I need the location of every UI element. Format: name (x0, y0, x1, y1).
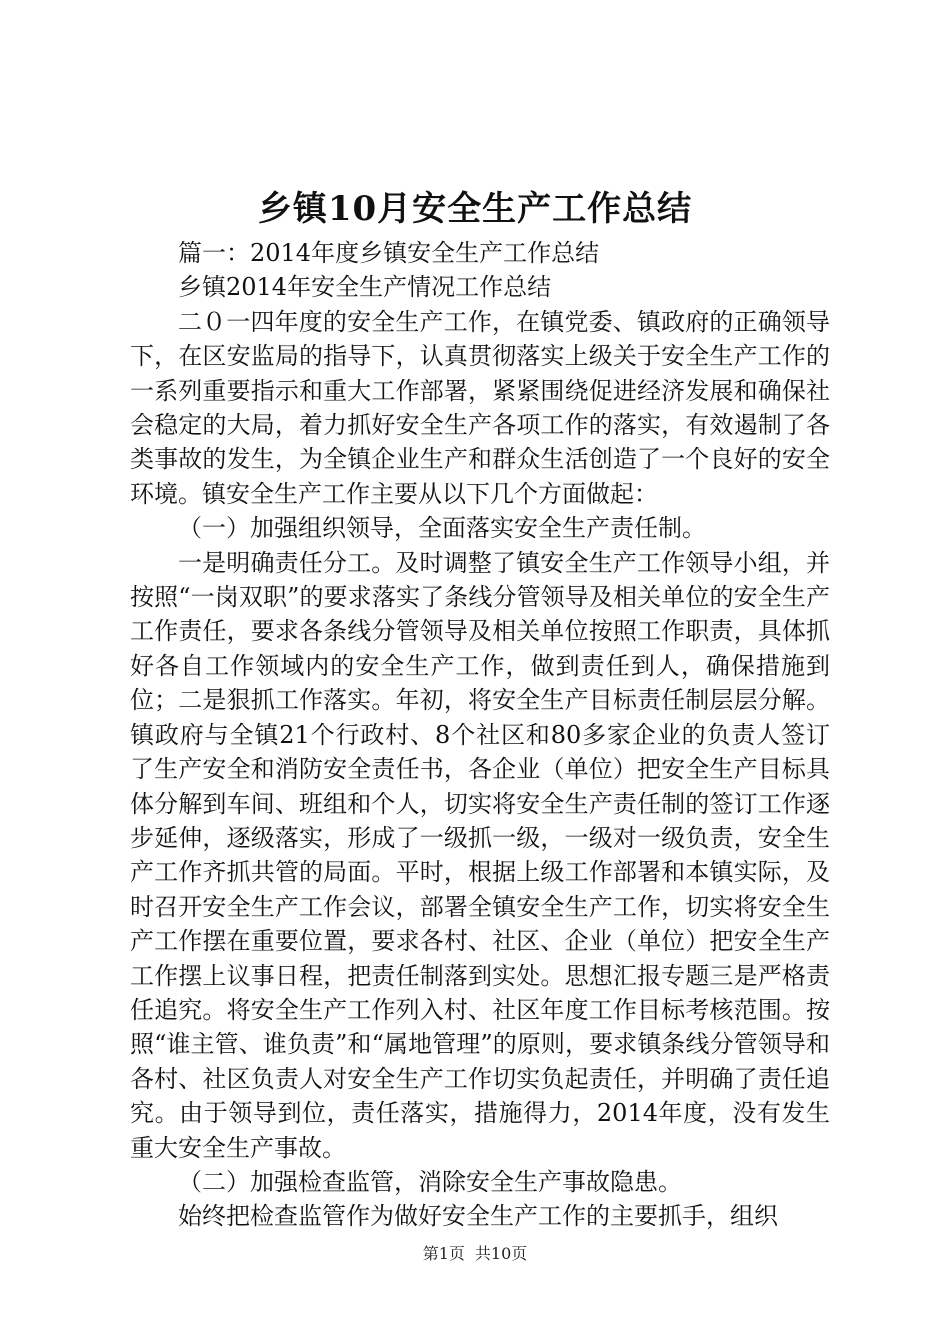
section-heading-part-one: 篇一：2014年度乡镇安全生产工作总结 (178, 239, 600, 267)
subheading-organization: （一）加强组织领导，全面落实安全生产责任制。 (178, 514, 706, 543)
intro-paragraph: 二０一四年度的安全生产工作，在镇党委、镇政府的正确领导下，在区安监局的指导下，认真贯彻落实上级关于安全生产工作的一系列重要指示和重大工作部署，紧紧围绕促进经济发展和确保社会稳定的大局，着力抓好安全生产各项工作的落实，有效遏制了各类事故的发生，为全镇企业生产和群众生活创造了一个良好的安全环境。镇安全生产工作主要从以下几个方面做起： (130, 307, 830, 508)
document-title: 乡镇10月安全生产工作总结 (257, 189, 693, 229)
page-footer (0, 1242, 950, 1266)
document-body (130, 236, 830, 1234)
report-subtitle: 乡镇2014年安全生产情况工作总结 (178, 273, 552, 302)
page-number: 第1页 (422, 1244, 465, 1263)
inspection-paragraph: 始终把检查监管作为做好安全生产工作的主要抓手，组织 (178, 1202, 778, 1231)
subheading-inspection: （二）加强检查监管，消除安全生产事故隐患。 (178, 1167, 682, 1196)
page-total: 共10页 (474, 1244, 528, 1263)
responsibility-paragraph: 一是明确责任分工。及时调整了镇安全生产工作领导小组，并按照“一岗双职”的要求落实了条线分管领导及相关单位的安全生产工作责任，要求各条线分管领导及相关单位按照工作职责，具体抓好各自工作领域内的安全生产工作，做到责任到人，确保措施到位；二是狠抓工作落实。年初，将安全生产目标责任制层层分解。镇政府与全镇21个行政村、8个社区和80多家企业的负责人签订了生产安全和消防安全责任书，各企业（单位）把安全生产目标具体分解到车间、班组和个人，切实将安全生产责任制的签订工作逐步延伸，逐级落实，形成了一级抓一级，一级对一级负责，安全生产工作齐抓共管的局面。平时，根据上级工作部署和本镇实际，及时召开安全生产工作会议，部署全镇安全生产工作，切实将安全生产工作摆在重要位置，要求各村、社区、企业（单位）把安全生产工作摆上议事日程，把责任制落到实处。思想汇报专题三是严格责任追究。将安全生产工作列入村、社区年度工作目标考核范围。按照“谁主管、谁负责”和“属地管理”的原则，要求镇条线分管领导和各村、社区负责人对安全生产工作切实负起责任，并明确了责任追究。由于领导到位，责任落实，措施得力，2014年度，没有发生重大安全生产事故。 (130, 548, 830, 1162)
